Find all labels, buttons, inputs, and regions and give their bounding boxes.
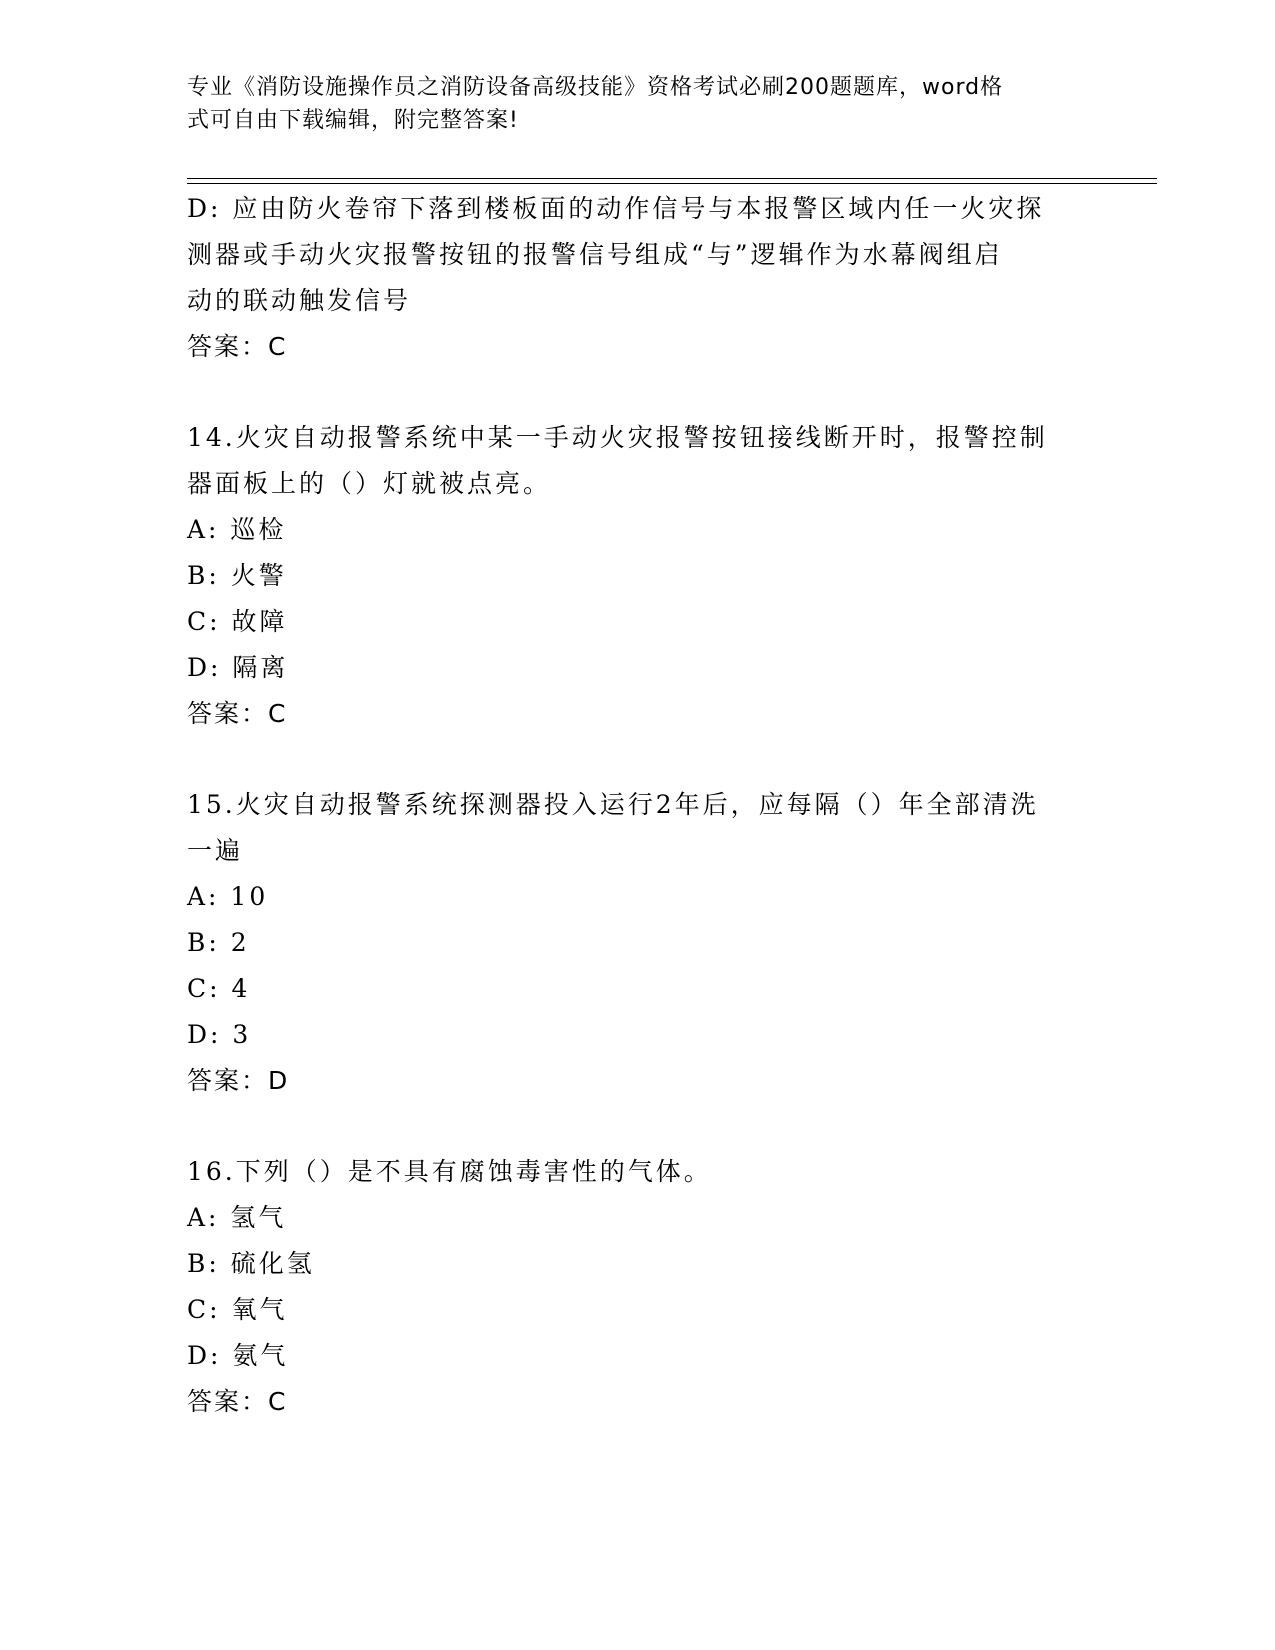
question-14-option-b: B: 火警: [187, 561, 287, 590]
header-line-1: 专业《消防设施操作员之消防设备高级技能》资格考试必刷200题题库，word格: [187, 75, 1004, 100]
question-16-option-a: A: 氢气: [187, 1203, 287, 1232]
question-16: [187, 1149, 1087, 1425]
question-16-stem-line-1: 16.下列（）是不具有腐蚀毒害性的气体。: [187, 1157, 712, 1186]
spacer: [187, 370, 1087, 415]
answer-14: 答案：C: [187, 699, 288, 728]
question-16-option-b: B: 硫化氢: [187, 1249, 315, 1278]
question-15-option-d: D: 3: [187, 1020, 252, 1049]
question-16-option-c: C: 氧气: [187, 1295, 288, 1324]
option-d-line-1: D: 应由防火卷帘下落到楼板面的动作信号与本报警区域内任一火灾探: [187, 194, 1045, 223]
question-15-option-b: B: 2: [187, 928, 250, 957]
question-15-stem-line-2: 一遍: [187, 836, 244, 865]
question-13-tail: [187, 186, 1087, 370]
answer-13: 答案：C: [187, 332, 288, 361]
option-d-line-2: 测器或手动火灾报警按钮的报警信号组成“与”逻辑作为水幕阀组启: [187, 240, 1003, 269]
header-line-2: 式可自由下载编辑，附完整答案!: [187, 108, 519, 133]
question-14-stem-line-2: 器面板上的（）灯就被点亮。: [187, 469, 552, 498]
question-15: [187, 782, 1087, 1104]
answer-15: 答案：D: [187, 1066, 290, 1095]
question-15-option-c: C: 4: [187, 974, 251, 1003]
header-divider-top: [187, 178, 1157, 179]
question-15-stem-line-1: 15.火灾自动报警系统探测器投入运行2年后，应每隔（）年全部清洗: [187, 790, 1039, 819]
question-14: [187, 415, 1087, 737]
spacer: [187, 1104, 1087, 1149]
question-14-option-d: D: 隔离: [187, 653, 289, 682]
question-14-option-c: C: 故障: [187, 607, 288, 636]
option-d-line-3: 动的联动触发信号: [187, 286, 412, 315]
question-16-option-d: D: 氨气: [187, 1341, 289, 1370]
question-14-stem-line-1: 14.火灾自动报警系统中某一手动火灾报警按钮接线断开时，报警控制: [187, 423, 1048, 452]
question-content: [187, 186, 1087, 1425]
document-header: [187, 71, 1067, 137]
question-14-option-a: A: 巡检: [187, 515, 287, 544]
header-divider-bottom: [187, 183, 1157, 184]
answer-16: 答案：C: [187, 1387, 288, 1416]
question-15-option-a: A: 10: [187, 882, 269, 911]
spacer: [187, 737, 1087, 782]
